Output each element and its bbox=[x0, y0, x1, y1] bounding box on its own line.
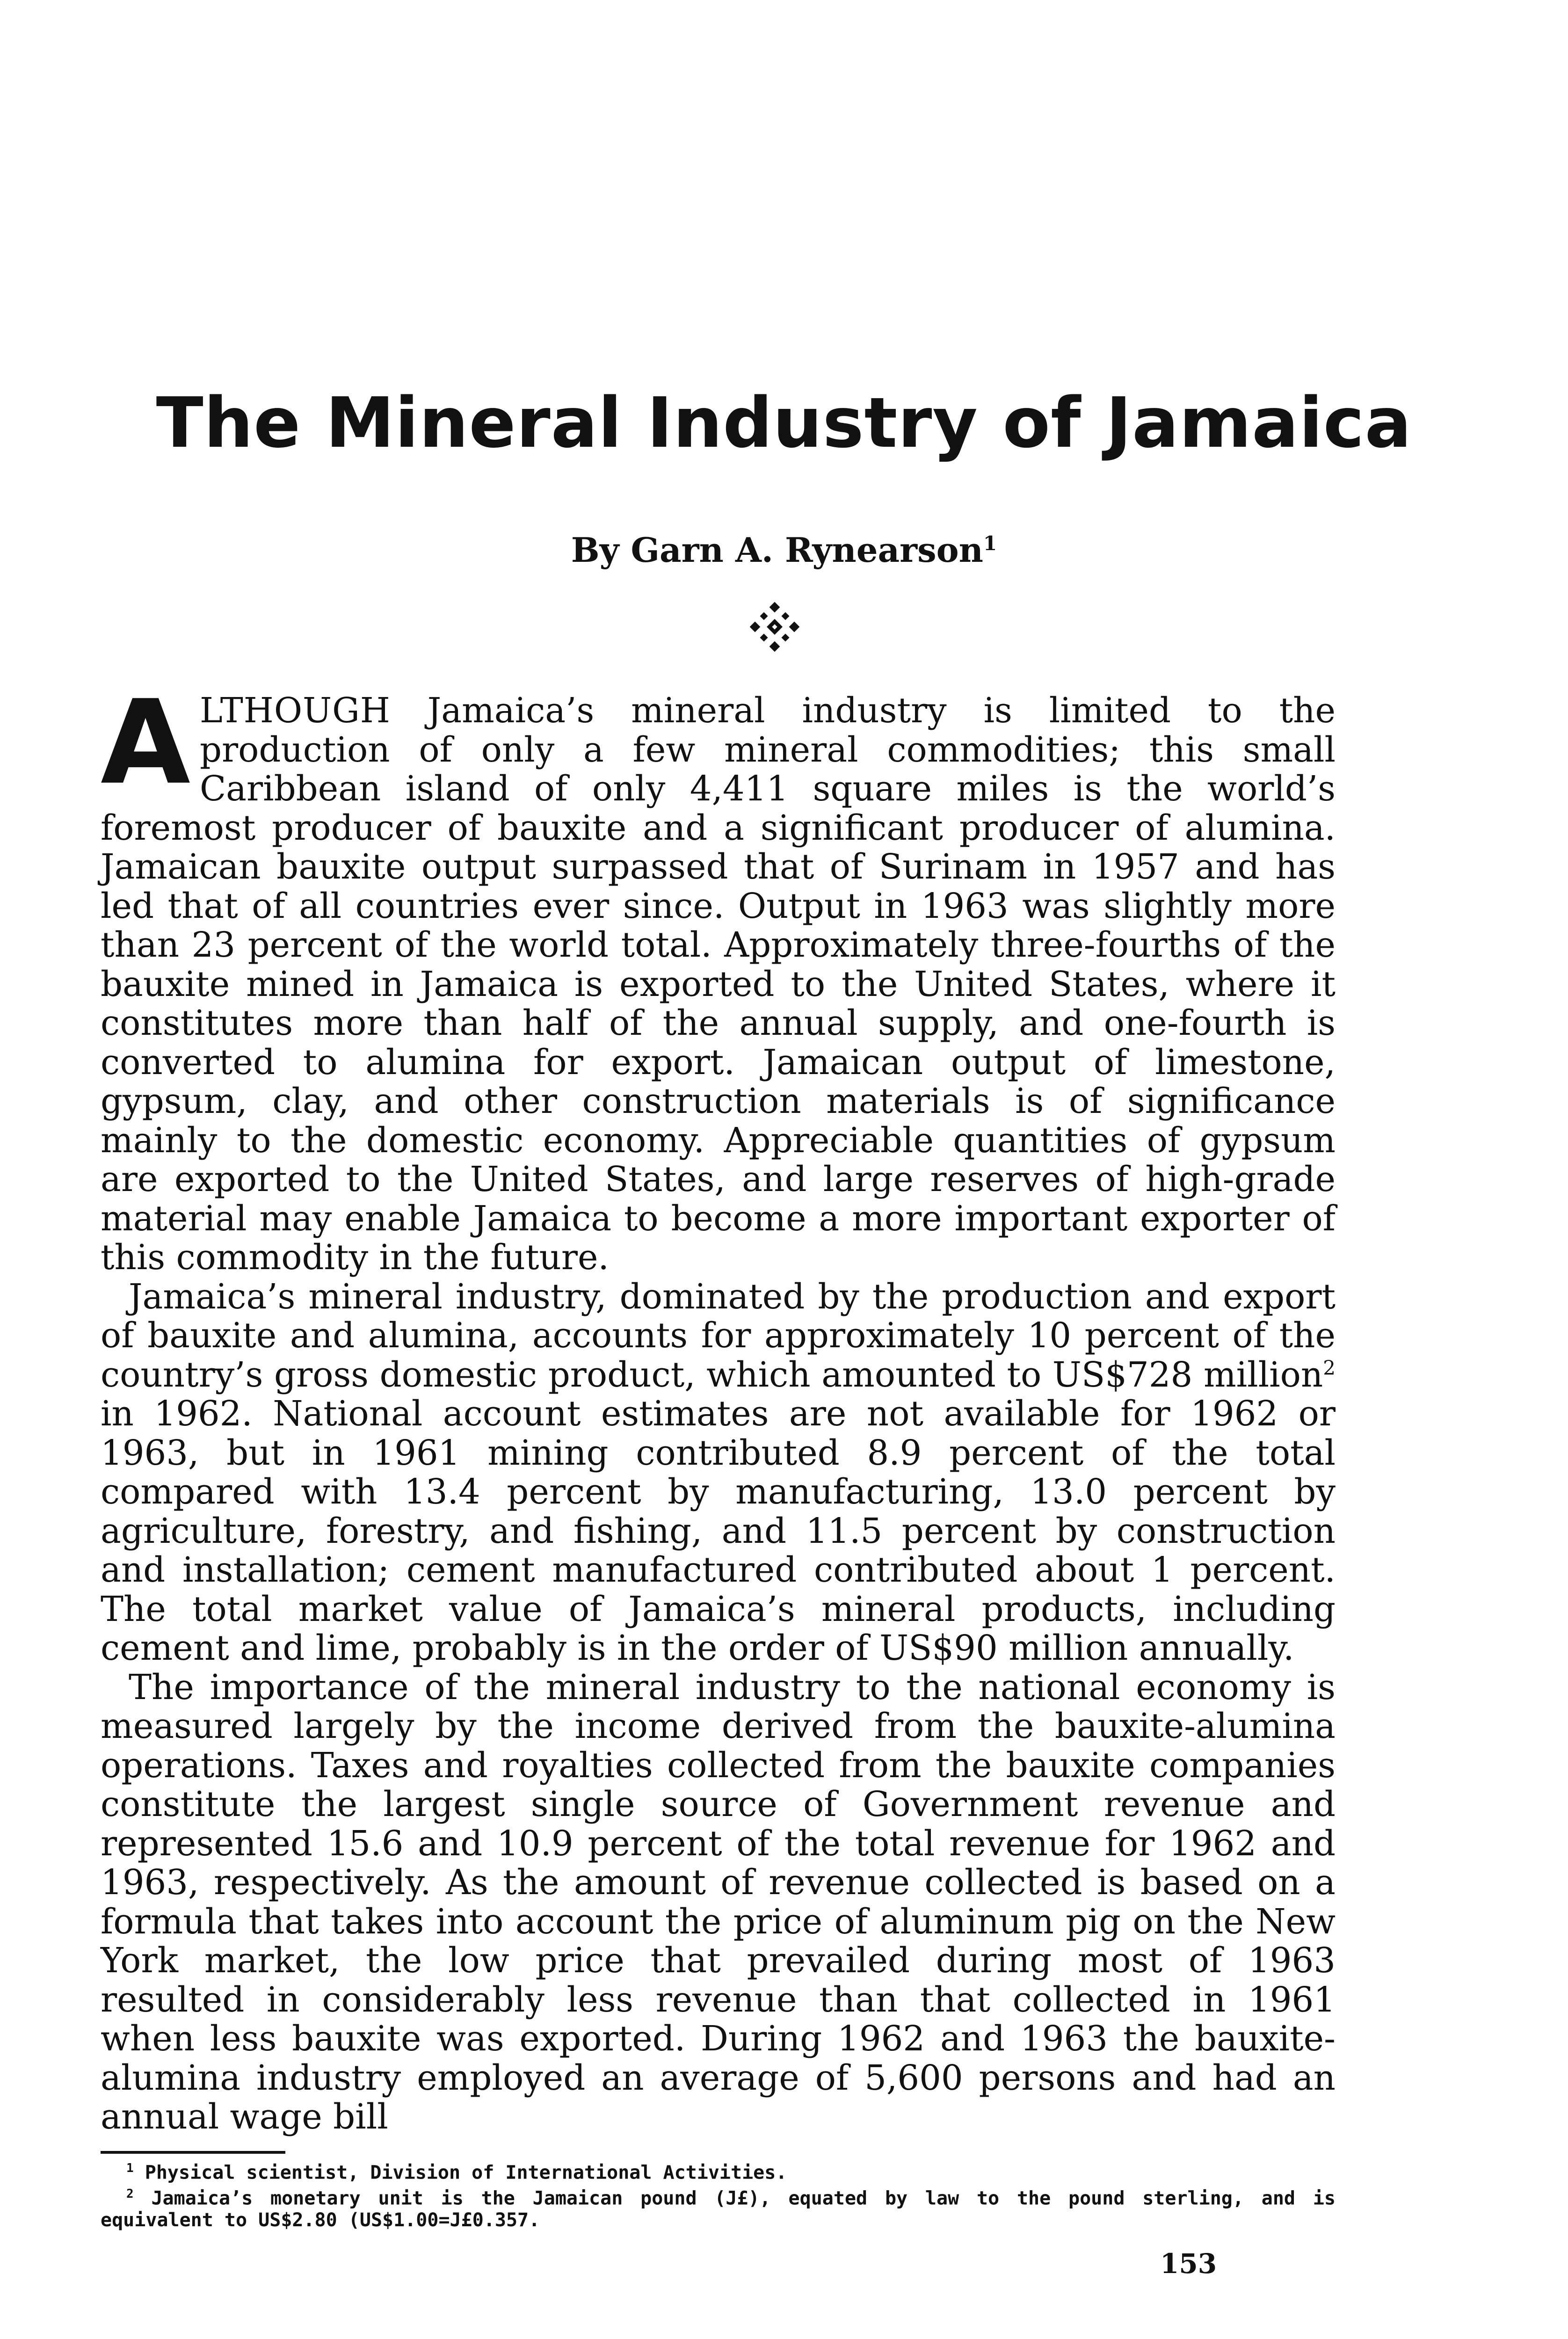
footnote-1-marker: 1 bbox=[126, 2161, 134, 2175]
article-body bbox=[101, 676, 1336, 2137]
footnotes bbox=[101, 2157, 1336, 2231]
paragraph-2 bbox=[101, 1278, 1336, 1668]
byline-prefix: By bbox=[571, 530, 631, 570]
footnote-2 bbox=[101, 2183, 1336, 2230]
page-number: 153 bbox=[1160, 2248, 1217, 2280]
footnote-divider bbox=[101, 2151, 285, 2154]
decorative-ornament-icon bbox=[749, 601, 800, 653]
paragraph-2-text-a: Jamaica’s mineral industry, dominated by the production and export of bauxite and alumina, accounts for approximately 10 percent of the country’s gross domestic product, which amounted to US$728 million bbox=[101, 1277, 1336, 1395]
author-footnote-marker: 1 bbox=[983, 532, 997, 555]
footnote-1 bbox=[101, 2157, 1336, 2183]
footnote-2-text: Jamaica’s monetary unit is the Jamaican pound (J£), equated by law to the pound sterling, and is equivalent to US$2.80 (US$1.00=J£0.357. bbox=[101, 2187, 1336, 2231]
author-name: Garn A. Rynearson bbox=[631, 530, 984, 570]
paragraph-1-text: Jamaica’s mineral industry is limited to the production of only a few mineral commodities; this small Caribbean island of only 4,411 square miles is the world’s foremost producer of bauxite and a significant producer of alumina. Jamaican bauxite output surpassed that of Surinam in 1957 and has led that of all countries ever since. Output in 1963 was slightly more than 23 percent of the world total. Approximately three-fourths of the bauxite mined in Jamaica is exported to the United States, where it constitutes more than half of the annual supply, and one-fourth is converted to alumina for export. Jamaican output of limestone, gypsum, clay, and other construction materials is of significance mainly to the domestic economy. Appreciable quantities of gypsum are exported to the United States, and large reserves of high-grade material may enable Jamaica to become a more important exporter of this commodity in the future. bbox=[101, 691, 1336, 1278]
footnote-2-marker: 2 bbox=[1323, 1356, 1336, 1379]
drop-cap-letter: A bbox=[101, 676, 190, 810]
article-title: The Mineral Industry of Jamaica bbox=[156, 383, 1412, 463]
footnote-2-note-marker: 2 bbox=[126, 2187, 134, 2201]
lead-in-caps: LTHOUGH bbox=[199, 691, 391, 731]
footnote-1-text: Physical scientist, Division of International Activities. bbox=[145, 2162, 787, 2184]
paragraph-2-text-b: in 1962. National account estimates are not available for 1962 or 1963, but in 1961 mining contributed 8.9 percent of the total compared with 13.4 percent by manufacturing, 13.0 percent by agriculture, forestry, and fishing, and 11.5 percent by construction and installation; cement manufactured contributed about 1 percent. The total market value of Jamaica’s mineral products, including cement and lime, probably is in the order of US$90 million annually. bbox=[101, 1394, 1336, 1668]
byline bbox=[0, 530, 1568, 570]
paragraph-3: The importance of the mineral industry to the national economy is measured largely by the income derived from the bauxite-alumina operations. Taxes and royalties collected from the bauxite companies constitute the largest single source of Government revenue and represented 15.6 and 10.9 percent of the total revenue for 1962 and 1963, respectively. As the amount of revenue collected is based on a formula that takes into account the price of aluminum pig on the New York market, the low price that prevailed during most of 1963 resulted in considerably less revenue than that collected in 1961 when less bauxite was exported. During 1962 and 1963 the bauxite-alumina industry employed an average of 5,600 persons and had an annual wage bill bbox=[101, 1667, 1336, 2137]
paragraph-1 bbox=[101, 676, 1336, 1278]
